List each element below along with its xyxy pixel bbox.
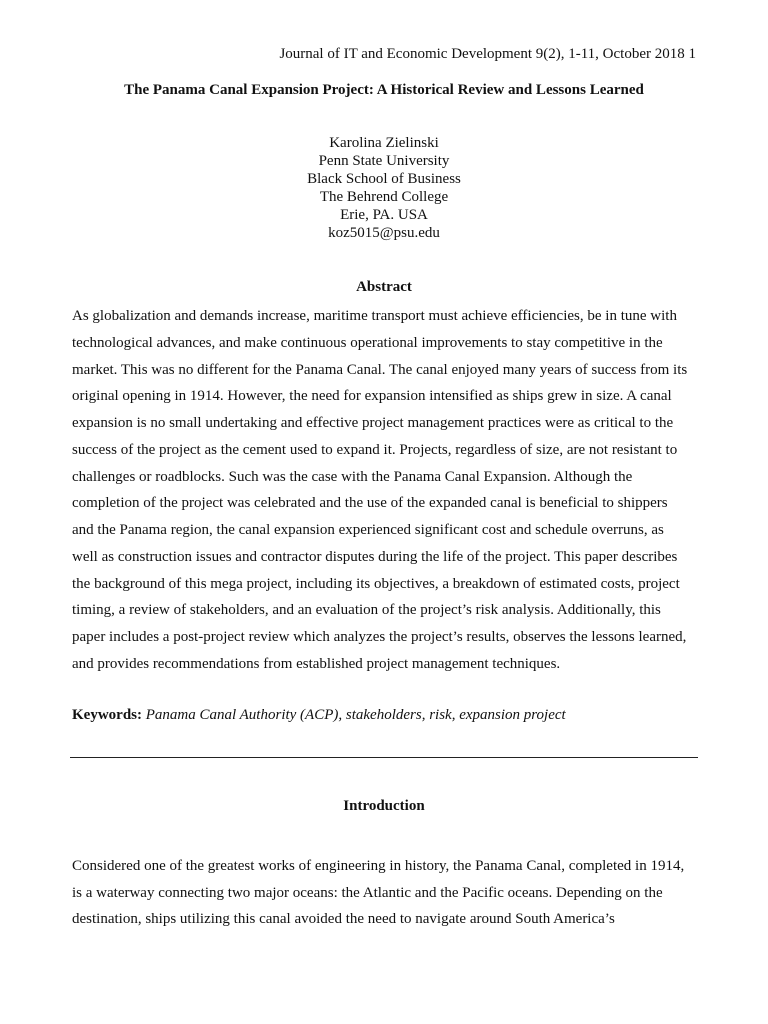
paper-title: The Panama Canal Expansion Project: A Historical Review and Lessons Learned — [124, 82, 644, 98]
abstract-line: completion of the project was celebrated and the use of the expanded canal is beneficial to shippers — [72, 495, 668, 512]
abstract-line: market. This was no different for the Panama Canal. The canal enjoyed many years of success from its — [72, 361, 688, 378]
keywords-label: Keywords: — [72, 707, 142, 723]
author-location: Erie, PA. USA — [340, 207, 428, 223]
introduction-heading: Introduction — [343, 798, 425, 814]
abstract-line: timing, a review of stakeholders, and an evaluation of the project’s risk analysis. Additionally, this — [72, 602, 661, 619]
abstract-heading: Abstract — [356, 279, 412, 295]
abstract-line: well as construction issues and contractor disputes during the life of the project. This paper describes — [72, 548, 678, 565]
author-college: The Behrend College — [319, 189, 449, 205]
author-email: koz5015@psu.edu — [328, 225, 440, 241]
abstract-body — [72, 303, 698, 678]
abstract-line: original opening in 1914. However, the need for expansion intensified as ships grew in size. A canal — [72, 388, 672, 405]
section-divider — [70, 757, 698, 758]
introduction-line: is a waterway connecting two major oceans: the Atlantic and the Pacific oceans. Depending on the — [72, 884, 663, 901]
author-university: Penn State University — [318, 153, 450, 169]
journal-header: Journal of IT and Economic Development 9(2), 1-11, October 2018 1 — [279, 46, 696, 62]
author-name: Karolina Zielinski — [329, 135, 439, 151]
abstract-line: technological advances, and make continuous operational improvements to stay competitive in the — [72, 334, 663, 351]
abstract-line: paper includes a post-project review which analyzes the project’s results, observes the lessons learned, — [72, 629, 687, 645]
introduction-body — [72, 853, 698, 933]
author-school: Black School of Business — [307, 171, 461, 187]
abstract-line: and the Panama region, the canal expansion experienced significant cost and schedule overruns, as — [72, 522, 664, 538]
abstract-line: As globalization and demands increase, maritime transport must achieve efficiencies, be in tune with — [72, 308, 677, 324]
keywords-text: Panama Canal Authority (ACP), stakeholders, risk, expansion project — [145, 707, 566, 723]
abstract-line: success of the project as the cement used to expand it. Projects, regardless of size, are not resistant to — [72, 441, 678, 458]
abstract-line: challenges or roadblocks. Such was the case with the Panama Canal Expansion. Although the — [72, 468, 633, 485]
keywords-line — [72, 707, 698, 724]
introduction-line: Considered one of the greatest works of engineering in history, the Panama Canal, completed in 1914, — [72, 858, 685, 874]
introduction-line: destination, ships utilizing this canal avoided the need to navigate around South America’s — [72, 911, 615, 927]
abstract-line: the background of this mega project, including its objectives, a breakdown of estimated costs, project — [72, 575, 680, 592]
abstract-line: and provides recommendations from established project management techniques. — [72, 655, 561, 672]
author-block — [0, 134, 768, 242]
abstract-line: expansion is no small undertaking and effective project management practices were as critical to the — [72, 415, 674, 431]
